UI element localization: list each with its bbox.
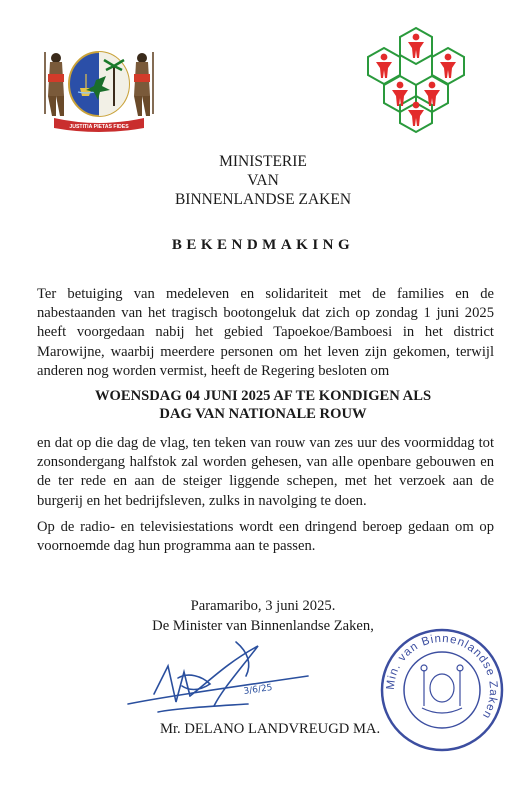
decision-line-1: WOENSDAG 04 JUNI 2025 AF TE KONDIGEN ALS xyxy=(94,388,432,404)
coat-of-arms-emblem xyxy=(40,44,158,136)
minister-title: De Minister van Binnenlandse Zaken, xyxy=(152,618,374,634)
paragraph-intro: Ter betuiging van medeleven en solidariteit met de families en de nabestaanden van het tragisch bootongeluk dat zich op zondag 1 juni 2025 heeft voorgedaan nabij het gebied Tapoekoe/Bamboesi in het district Marowijne, waarbij meerdere personen om het leven zijn gekomen, terwijl anderen nog worden vermist, heeft de Regering besloten om xyxy=(37,286,494,379)
decision-emphasis xyxy=(0,387,526,423)
paragraph-media: Op de radio- en televisiestations wordt een dringend beroep gedaan om op voornoemde dag hun programma aan te passen. xyxy=(37,519,494,555)
ministry-logo xyxy=(360,24,472,136)
motto-ribbon: JUSTITIA PIETAS FIDES xyxy=(69,124,129,130)
official-stamp xyxy=(378,626,506,754)
decision-line-2: DAG VAN NATIONALE ROUW xyxy=(159,406,367,422)
ministry-line-1: MINISTERIE xyxy=(219,153,307,170)
paragraph-flag: en dat op die dag de vlag, ten teken van rouw van zes uur des voormiddag tot zonsondergang halfstok zal worden gehesen, van alle openbare gebouwen en de ter rede en aan de steiger liggende schepen, met het verzoek aan de burgerij en het bedrijfsleven, zulks in navolging te doen. xyxy=(37,435,494,509)
signature-date: 3/6/25 xyxy=(243,683,274,697)
ministry-line-2: VAN xyxy=(247,172,279,189)
ministry-heading xyxy=(0,152,526,209)
signer-name: Mr. DELANO LANDVREUGD MA. xyxy=(160,721,381,737)
ministry-line-3: BINNENLANDSE ZAKEN xyxy=(174,191,352,208)
stamp-text: Min. van Binnenlandse Zaken xyxy=(384,632,500,722)
signature xyxy=(118,632,318,728)
document-title: BEKENDMAKING xyxy=(171,237,355,253)
place-date: Paramaribo, 3 juni 2025. xyxy=(190,598,336,614)
